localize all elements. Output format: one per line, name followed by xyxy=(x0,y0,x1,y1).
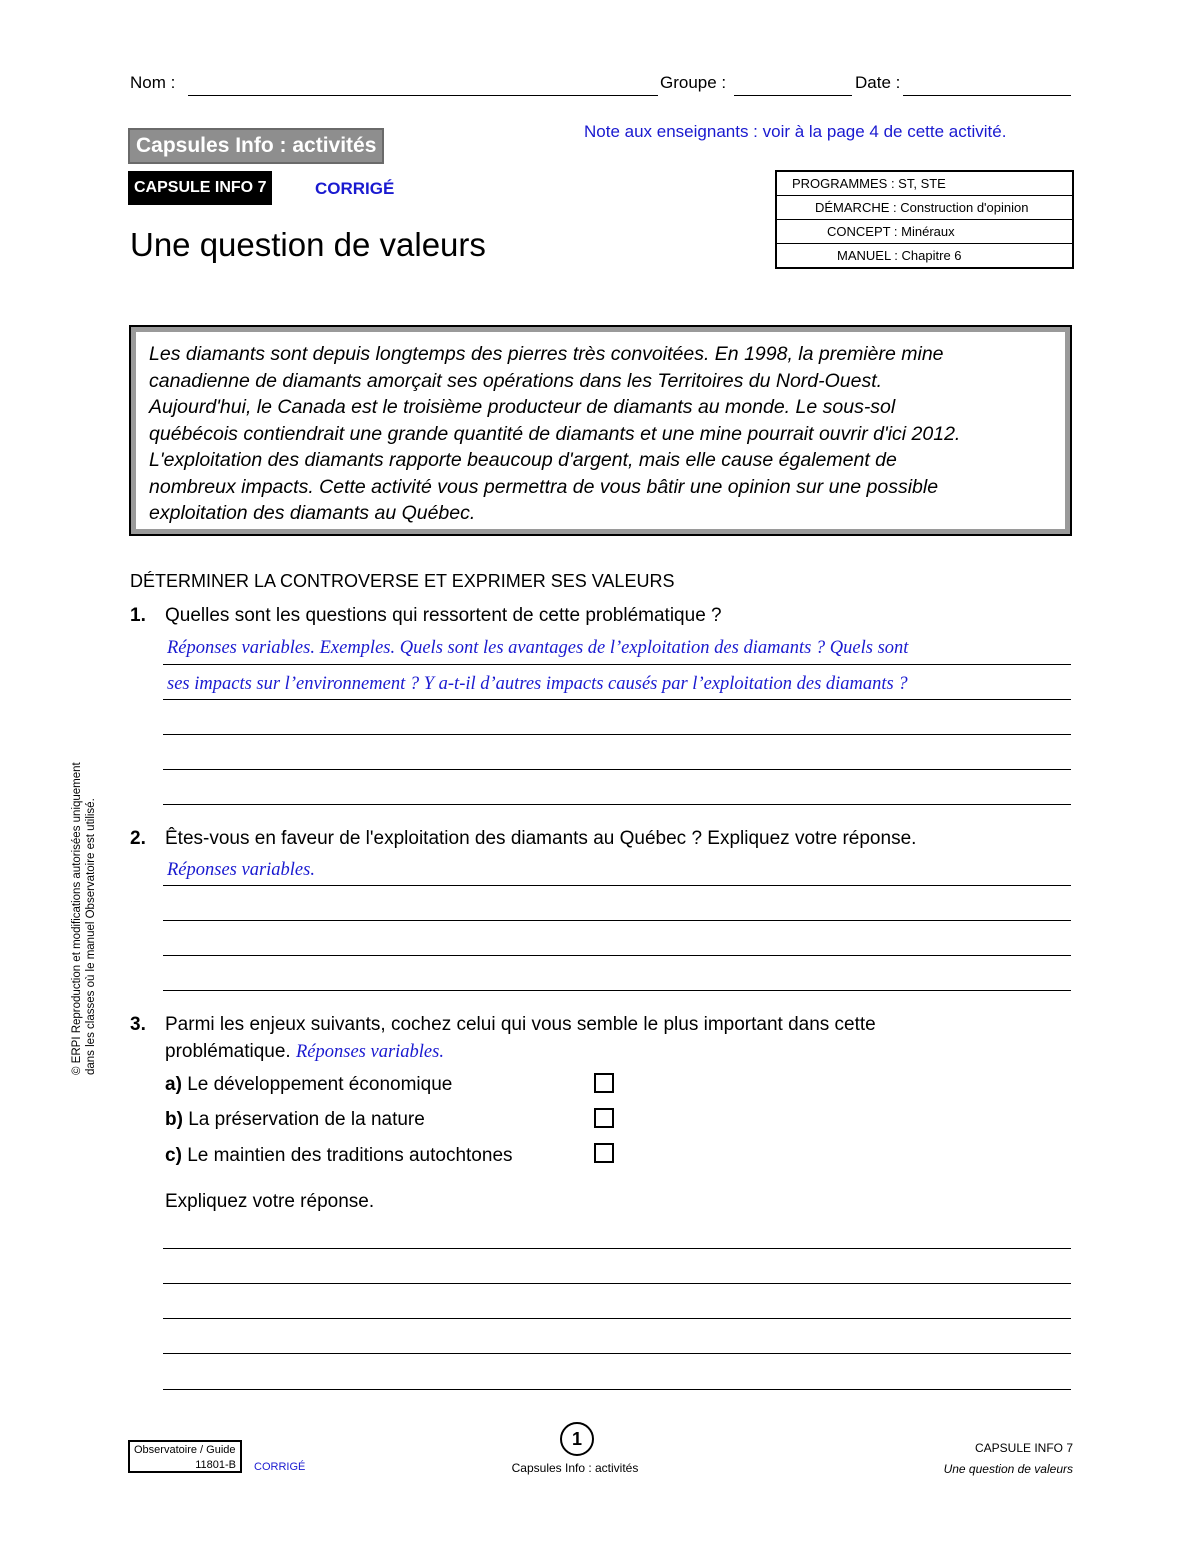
answer-line[interactable] xyxy=(163,734,1071,735)
answer-line[interactable] xyxy=(163,1248,1071,1249)
option-label: Le développement économique xyxy=(187,1074,453,1095)
date-label: Date : xyxy=(855,73,901,92)
program-row: MANUEL : Chapitre 6 xyxy=(837,248,962,263)
q2-answer: Réponses variables. xyxy=(167,860,315,880)
program-row: PROGRAMMES : ST, STE xyxy=(777,172,1072,196)
answer-line[interactable] xyxy=(163,1318,1071,1319)
q3-explain: Expliquez votre réponse. xyxy=(165,1191,375,1212)
date-field[interactable] xyxy=(903,95,1071,96)
groupe-field[interactable] xyxy=(734,95,852,96)
answer-line[interactable] xyxy=(163,885,1071,886)
option-a xyxy=(165,1074,452,1096)
q2-text: Êtes-vous en faveur de l'exploitation des diamants au Québec ? Expliquez votre réponse. xyxy=(165,828,917,849)
answer-line[interactable] xyxy=(163,920,1071,921)
program-row: DÉMARCHE : Construction d'opinion xyxy=(777,196,1072,220)
copyright-line: © ERPI Reproduction et modifications autorisées uniquement xyxy=(71,762,83,1075)
answer-line[interactable] xyxy=(163,699,1071,700)
page-title: Une question de valeurs xyxy=(130,226,486,263)
nom-label: Nom : xyxy=(130,73,176,92)
intro-line: québécois contiendrait une grande quantité de diamants et une mine pourrait ouvrir d'ici 2012. xyxy=(149,422,961,445)
intro-line: nombreux impacts. Cette activité vous permettra de vous bâtir une opinion sur une possible xyxy=(149,475,939,498)
nom-field[interactable] xyxy=(188,95,658,96)
answer-line[interactable] xyxy=(163,769,1071,770)
answer-line[interactable] xyxy=(163,1353,1071,1354)
intro-line: Les diamants sont depuis longtemps des pierres très convoitées. En 1998, la première mine xyxy=(149,343,944,365)
answer-line[interactable] xyxy=(163,1283,1071,1284)
answer-line[interactable] xyxy=(163,990,1071,991)
q1-number: 1. xyxy=(130,605,146,626)
q3-text: Parmi les enjeux suivants, cochez celui qui vous semble le plus important dans cette xyxy=(165,1014,876,1035)
program-row: CONCEPT : Minéraux xyxy=(777,220,1072,244)
answer-line[interactable] xyxy=(163,955,1071,956)
option-letter: c) xyxy=(165,1145,182,1166)
footer-corrige: CORRIGÉ xyxy=(254,1461,306,1473)
answer-line[interactable] xyxy=(163,804,1071,805)
q1-text: Quelles sont les questions qui ressortent de cette problématique ? xyxy=(165,605,722,626)
q3-text-continued xyxy=(165,1041,444,1063)
option-b-checkbox[interactable] xyxy=(594,1108,614,1128)
q3-answer: Réponses variables. xyxy=(295,1042,444,1062)
intro-line: L'exploitation des diamants rapporte beaucoup d'argent, mais elle cause également de xyxy=(149,449,897,471)
footer-center-label: Capsules Info : activités xyxy=(511,1461,639,1475)
copyright-line: dans les classes où le manuel Observatoire est utilisé. xyxy=(85,798,97,1075)
option-b xyxy=(165,1109,425,1131)
q3-text-line2: problématique. xyxy=(165,1041,291,1062)
option-label: La préservation de la nature xyxy=(188,1109,425,1130)
intro-line: canadienne de diamants amorçait ses opérations dans les Territoires du Nord-Ouest. xyxy=(149,369,883,392)
q1-answer-line: Réponses variables. Exemples. Quels sont les avantages de l’exploitation des diamants ? Quels sont xyxy=(167,638,909,658)
section-title: DÉTERMINER LA CONTROVERSE ET EXPRIMER SES VALEURS xyxy=(130,571,675,591)
option-a-checkbox[interactable] xyxy=(594,1073,614,1093)
intro-line: exploitation des diamants au Québec. xyxy=(149,502,476,524)
capsule-number: CAPSULE INFO 7 xyxy=(128,171,272,205)
page-number: 1 xyxy=(560,1422,594,1456)
capsules-banner: Capsules Info : activités xyxy=(128,128,384,164)
book-title: Observatoire / Guide xyxy=(134,1444,236,1456)
option-letter: b) xyxy=(165,1109,183,1130)
answer-line[interactable] xyxy=(163,1389,1071,1390)
book-code-box xyxy=(128,1440,242,1473)
answer-line[interactable] xyxy=(163,664,1071,665)
option-c-checkbox[interactable] xyxy=(594,1143,614,1163)
q1-answer-line: ses impacts sur l’environnement ? Y a-t-il d’autres impacts causés par l’exploitation des diamants ? xyxy=(167,674,908,694)
footer-capsule-number: CAPSULE INFO 7 xyxy=(974,1441,1073,1455)
corrige-label: CORRIGÉ xyxy=(315,179,395,198)
option-letter: a) xyxy=(165,1074,182,1095)
option-c xyxy=(165,1145,513,1167)
groupe-label: Groupe : xyxy=(660,73,727,92)
footer-page-title: Une question de valeurs xyxy=(943,1462,1073,1476)
programs-table xyxy=(775,170,1074,269)
book-code: 11801-B xyxy=(195,1459,236,1471)
q3-number: 3. xyxy=(130,1014,146,1035)
teacher-note: Note aux enseignants : voir à la page 4 de cette activité. xyxy=(584,122,1007,141)
option-label: Le maintien des traditions autochtones xyxy=(187,1145,513,1166)
q2-number: 2. xyxy=(130,828,146,849)
copyright-sidebar xyxy=(70,762,98,1075)
intro-line: Aujourd'hui, le Canada est le troisième producteur de diamants au monde. Le sous-sol xyxy=(149,396,896,418)
intro-box xyxy=(129,325,1072,536)
